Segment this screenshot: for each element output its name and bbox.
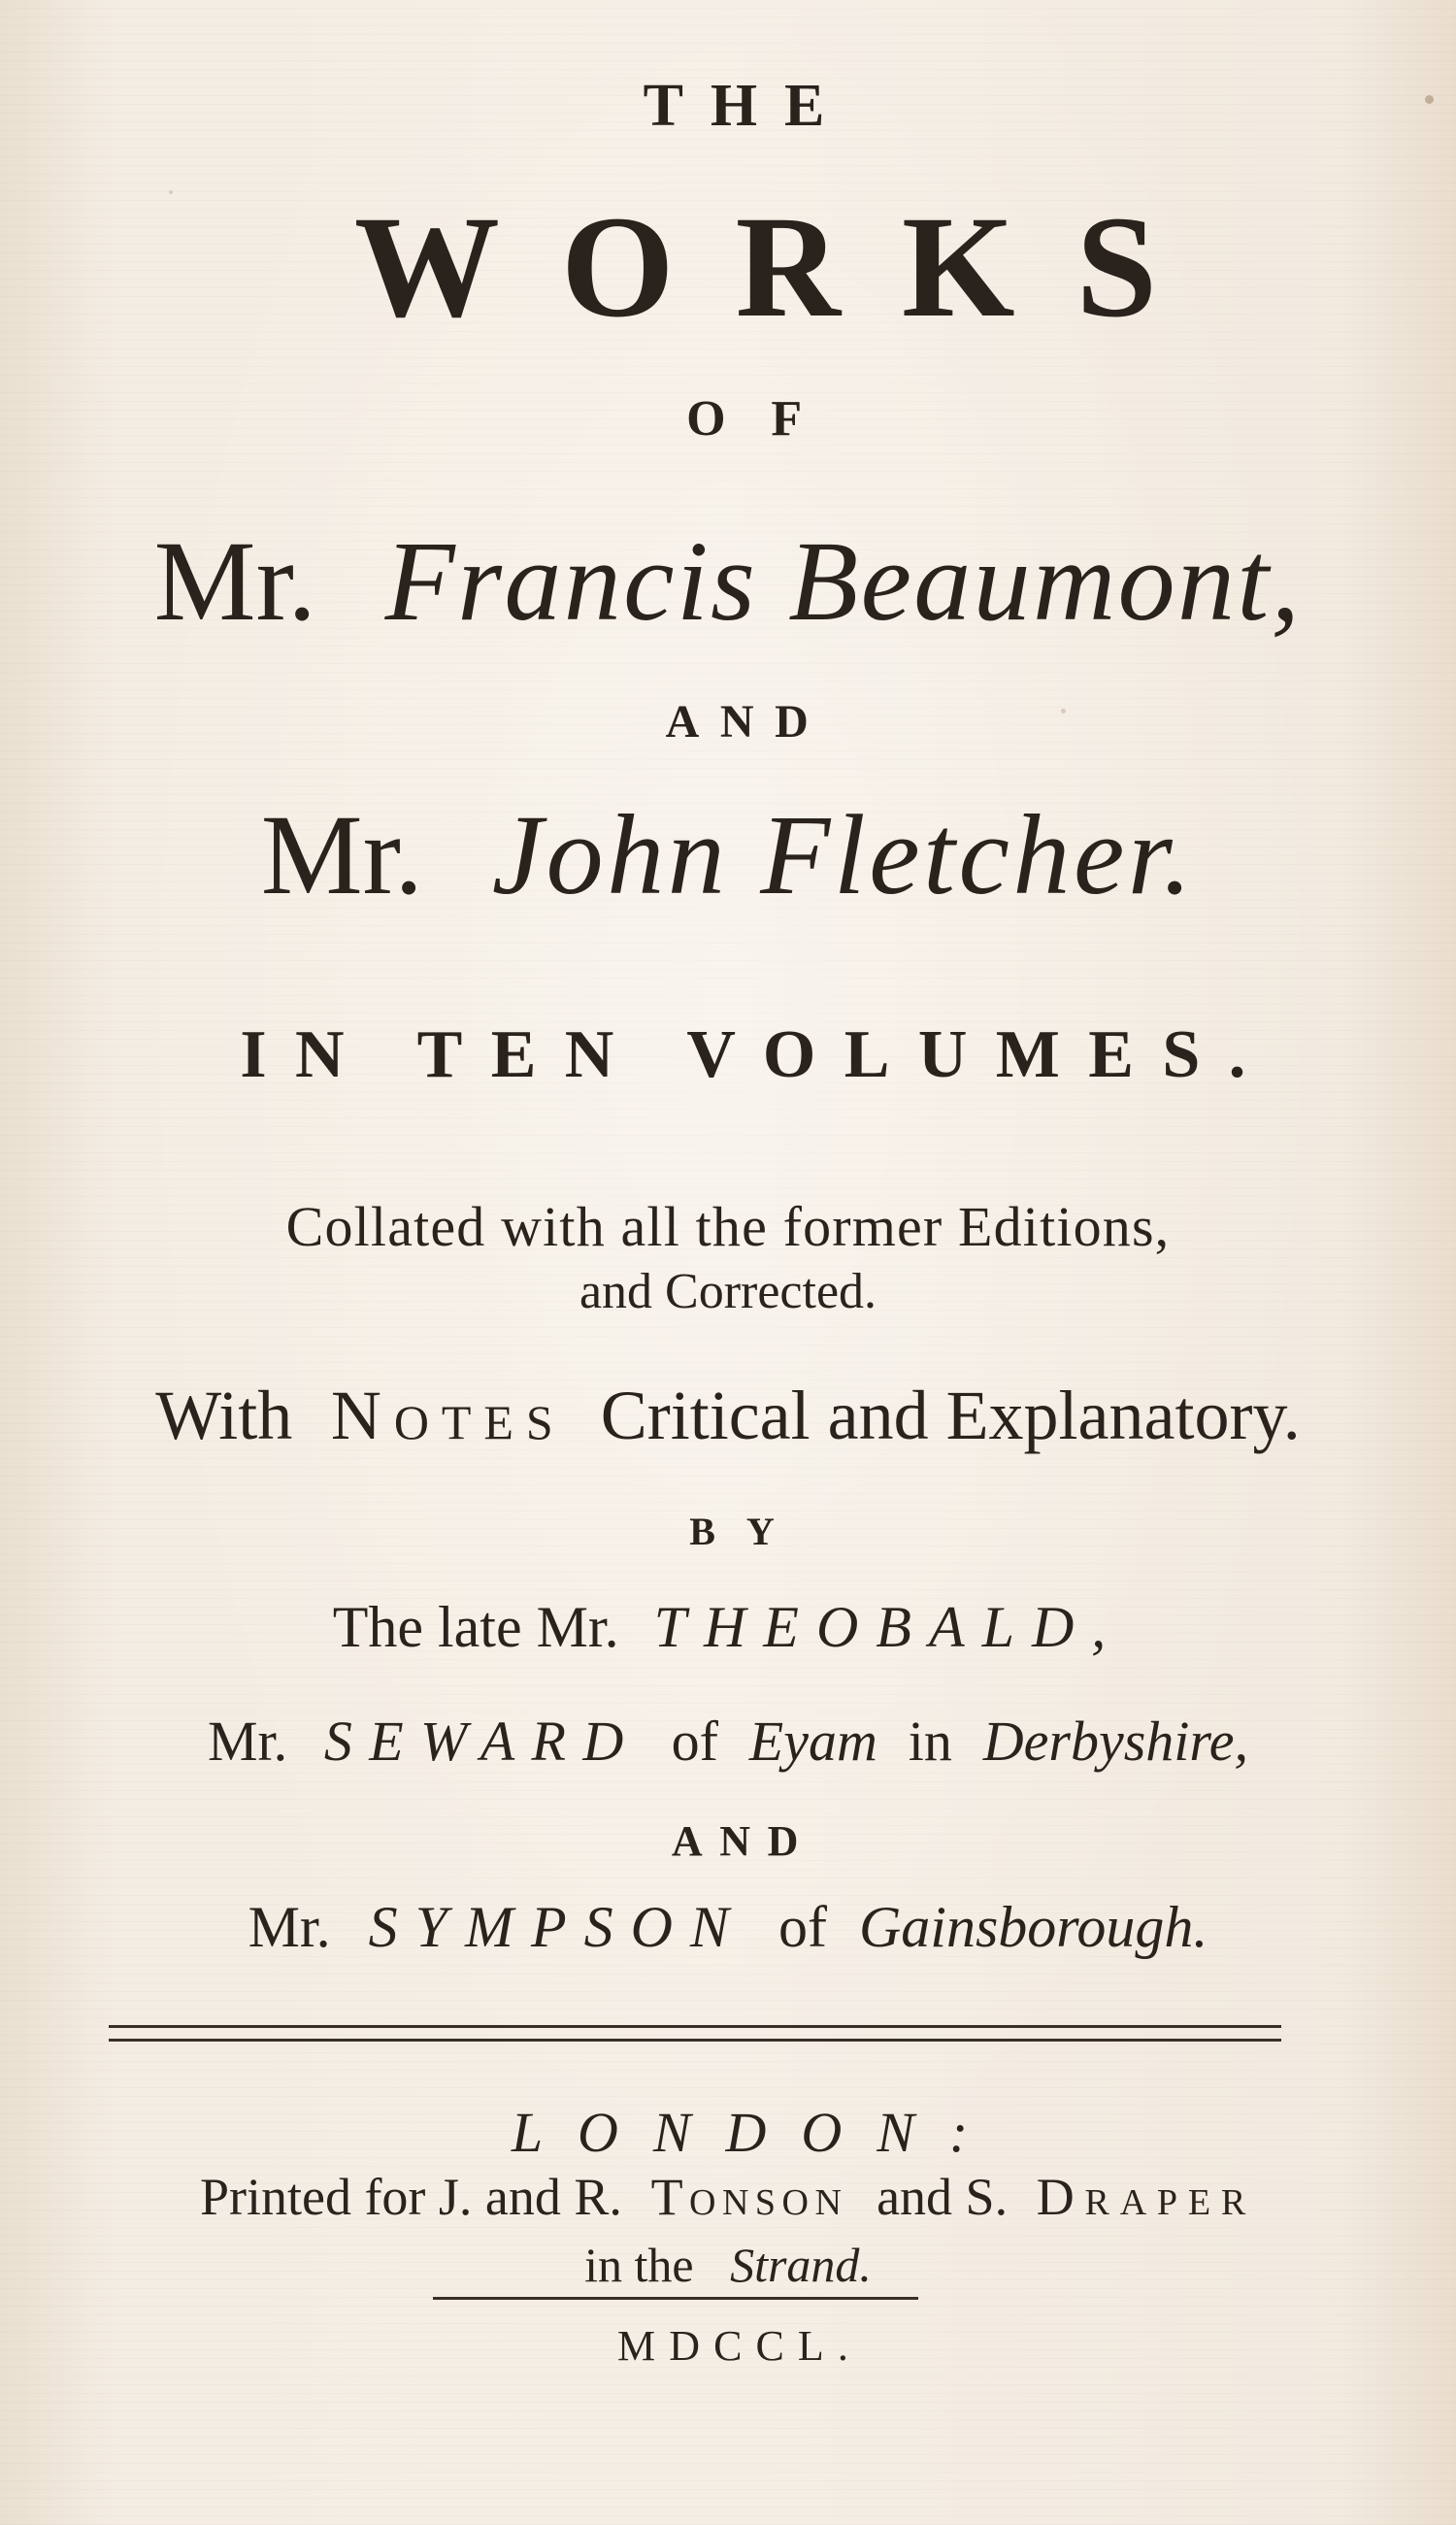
mr-label: Mr. — [260, 791, 423, 918]
heading-works: WORKS — [353, 186, 1219, 348]
short-rule — [433, 2297, 918, 2300]
imprint-year: MDCCL. — [617, 2322, 862, 2370]
in-the-text: in the — [584, 2238, 694, 2292]
by-line: BY — [689, 1510, 806, 1553]
author-name-beaumont: Francis Beaumont, — [384, 517, 1303, 645]
heading-of: OF — [686, 391, 847, 447]
collated-line-2: and Corrected. — [579, 1264, 877, 1319]
mr-label: Mr. — [207, 1710, 288, 1773]
place-derbyshire: Derbyshire, — [982, 1710, 1249, 1773]
in-word: in — [908, 1710, 952, 1773]
with-word: With — [155, 1377, 293, 1454]
author-fletcher — [0, 791, 1456, 918]
double-rule-bottom — [109, 2039, 1281, 2042]
heading-the: THE — [643, 73, 852, 139]
editor-name-seward: SEWARD — [323, 1710, 641, 1773]
mr-label: Mr. — [248, 1895, 331, 1959]
place-strand: Strand. — [730, 2238, 872, 2292]
notes-word: Notes — [330, 1377, 566, 1454]
of-word: of — [778, 1895, 827, 1959]
editor-name-sympson: SYMPSON — [368, 1895, 746, 1959]
printer-tonson: Tonson — [650, 2168, 848, 2226]
imprint-printed-for — [0, 2168, 1456, 2226]
and-s-text: and S. — [877, 2168, 1009, 2226]
foxing-spot — [1061, 709, 1066, 714]
editor-sympson — [0, 1895, 1456, 1959]
imprint-location — [0, 2238, 1456, 2292]
critical-phrase: Critical and Explanatory. — [600, 1377, 1301, 1454]
conjunction-and: AND — [665, 696, 830, 748]
author-beaumont — [0, 517, 1456, 645]
of-word: of — [671, 1710, 718, 1773]
printer-draper: Draper — [1036, 2168, 1257, 2226]
imprint-london: LONDON: — [511, 2101, 1004, 2164]
mr-label: Mr. — [153, 517, 316, 645]
editor-name-theobald: THEOBALD, — [653, 1595, 1124, 1659]
editor-seward — [0, 1710, 1456, 1773]
place-gainsborough: Gainsborough. — [858, 1895, 1208, 1959]
notes-line — [0, 1377, 1456, 1454]
place-eyam: Eyam — [748, 1710, 877, 1773]
double-rule-top — [109, 2025, 1281, 2028]
editor-theobald — [0, 1595, 1456, 1659]
volumes-line: IN TEN VOLUMES. — [240, 1017, 1274, 1092]
foxing-spot — [1425, 95, 1434, 104]
author-name-fletcher: John Fletcher. — [491, 791, 1196, 918]
printed-for-text: Printed for J. and R. — [199, 2168, 622, 2226]
conjunction-and-2: AND — [671, 1817, 816, 1865]
foxing-spot — [169, 190, 173, 194]
late-mr-label: The late Mr. — [332, 1595, 619, 1659]
collated-line-1: Collated with all the former Editions, — [285, 1195, 1171, 1258]
